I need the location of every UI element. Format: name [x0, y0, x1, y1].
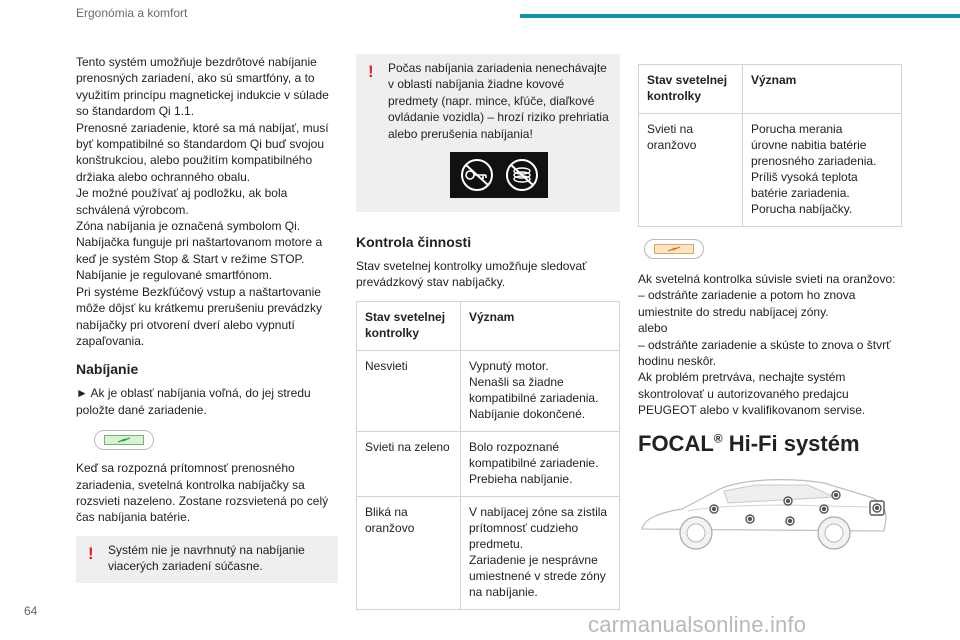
focal-brand: FOCAL	[638, 430, 714, 456]
column-1	[76, 54, 338, 583]
focal-registered-mark: ®	[713, 431, 723, 446]
no-coins-icon	[502, 157, 542, 193]
charging-step: ► Ak je oblasť nabíjania voľná, do jej stredu položte dané zariadenie.	[76, 386, 311, 417]
detection-text: Keď sa rozpozná prítomnosť prenosného zariadenia, svetelná kontrolka nabíjačky sa rozsvieti nazeleno. Zostane rozsvietená po celý čas nabíjania batérie.	[76, 461, 329, 525]
car-speakers-illustration	[638, 467, 888, 555]
multiple-devices-warning	[76, 536, 338, 583]
intro-text: Tento systém umožňuje bezdrôtové nabíjanie prenosných zariadení, ako sú smartfóny, a to využitím princípu magnetickej indukcie v súlade so štandardom Qi 1.1. Prenosné zariadenie, ktoré sa má nabíjať, musí byť kompatibilné so štandardom Qi buď svojou konštrukciou, alebo použitím kompatibilného držiaka alebo ochranného obalu. Je možné používať aj podložku, ak bola schválená výrobcom. Zóna nabíjania je označená symbolom Qi. Nabíjačka funguje pri naštartovanom motore a keď je systém Stop & Start v režime STOP. Nabíjanie je regulované smartfónom. Pri systéme Bezkľúčový vstup a naštartovanie môže dôjsť ku krátkemu prerušeniu prevádzky nabíjačky pri otvorení dverí alebo vypnutí zapaľovania.	[76, 55, 329, 348]
table-header-row	[639, 65, 902, 114]
status-table	[356, 301, 620, 610]
table-header-cell: Význam	[743, 65, 902, 114]
table-cell: Svieti na zeleno	[357, 431, 461, 496]
focal-title-rest: Hi-Fi systém	[722, 430, 860, 456]
table-cell: Svieti na oranžovo	[639, 114, 743, 227]
exclamation-icon: !	[88, 543, 94, 563]
table-row	[357, 431, 620, 496]
charging-indicator-orange-icon	[644, 239, 704, 259]
column-2	[356, 54, 620, 610]
column-3	[638, 64, 902, 560]
no-keys-icon	[457, 157, 497, 193]
charging-heading: Nabíjanie	[76, 361, 139, 378]
table-row	[357, 496, 620, 609]
warning-text: Systém nie je navrhnutý na nabíjanie viacerých zariadení súčasne.	[108, 542, 305, 574]
orange-steady-text: Ak svetelná kontrolka súvisle svieti na oranžovo: – odstráňte zariadenie a potom ho znova umiestnite do stredu nabíjacej zóny. alebo – odstráňte zariadenie a skúste to znova o štvrť hodinu neskôr. Ak problém pretrváva, nechajte systém skontrolovať u autorizovaného predajcu PEUGEOT alebo v kvalifikovanom servise.	[638, 272, 896, 418]
warning-pictograms	[450, 152, 548, 198]
table-header-row	[357, 301, 620, 350]
metal-objects-warning	[356, 54, 620, 212]
page-number: 64	[24, 604, 38, 618]
table-header-cell: Stav svetelnej kontrolky	[639, 65, 743, 114]
table-cell: Vypnutý motor. Nenašli sa žiadne kompatibilné zariadenia. Nabíjanie dokončené.	[461, 350, 620, 431]
table-cell: Porucha merania úrovne nabitia batérie prenosného zariadenia. Príliš vysoká teplota batérie zariadenia. Porucha nabíjačky.	[743, 114, 902, 227]
table-cell: Nesvieti	[357, 350, 461, 431]
header-accent-bar	[520, 14, 960, 18]
operation-check-desc: Stav svetelnej kontrolky umožňuje sledovať prevádzkový stav nabíjačky.	[356, 259, 587, 290]
table-header-cell: Význam	[461, 301, 620, 350]
table-row	[639, 114, 902, 227]
section-title: Ergonómia a komfort	[76, 6, 188, 20]
watermark: carmanualsonline.info	[588, 612, 807, 637]
table-cell: V nabíjacej zóne sa zistila prítomnosť cudzieho predmetu. Zariadenie je nesprávne umiestnené v strede zóny na nabíjanie.	[461, 496, 620, 609]
exclamation-icon: !	[368, 62, 374, 81]
operation-check-heading: Kontrola činnosti	[356, 234, 472, 251]
warning-text: Počas nabíjania zariadenia nenechávajte v oblasti nabíjania žiadne kovové predmety (napr. mince, kľúče, diaľkové ovládanie vozidla) – hrozí riziko prehriatia alebo prerušenia nabíjania!	[388, 61, 609, 141]
table-row	[357, 350, 620, 431]
status-table-continued	[638, 64, 902, 227]
charging-indicator-green-icon	[94, 430, 154, 450]
table-cell: Bolo rozpoznané kompatibilné zariadenie. Prebieha nabíjanie.	[461, 431, 620, 496]
focal-heading	[638, 431, 902, 457]
table-cell: Bliká na oranžovo	[357, 496, 461, 609]
table-header-cell: Stav svetelnej kontrolky	[357, 301, 461, 350]
